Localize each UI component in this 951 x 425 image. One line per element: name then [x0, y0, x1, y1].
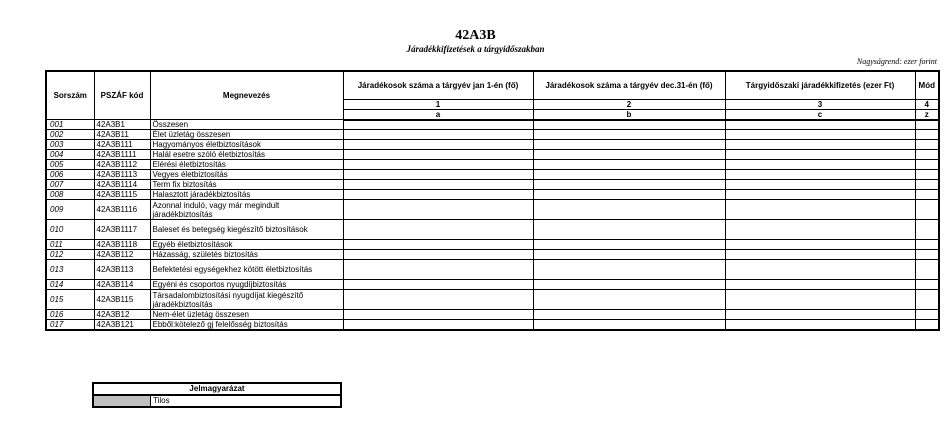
row-sorszam: 003: [46, 140, 94, 150]
row-cell-col4[interactable]: [915, 180, 939, 190]
header-col1: Járadékosok száma a tárgyév jan 1-én (fő): [343, 71, 533, 99]
row-cell-col2[interactable]: [533, 280, 725, 290]
table-row: [46, 320, 939, 331]
row-cell-col4[interactable]: [915, 220, 939, 240]
col-number-4: 4: [915, 99, 939, 109]
row-cell-col2[interactable]: [533, 250, 725, 260]
row-cell-col3[interactable]: [725, 120, 915, 130]
table-row: [46, 310, 939, 320]
row-name: Ebből:kötelező gj felelősség biztosítás: [150, 320, 343, 331]
report-subtitle: Járadékkifizetések a tárgyidőszakban: [406, 44, 545, 54]
legend-label-forbidden: Tilos: [151, 395, 342, 407]
header-megnevezes: Megnevezés: [150, 71, 343, 120]
row-pszaf-code: 42A3B1114: [94, 180, 150, 190]
row-cell-col2[interactable]: [533, 190, 725, 200]
row-pszaf-code: 42A3B115: [94, 290, 150, 310]
row-pszaf-code: 42A3B1113: [94, 170, 150, 180]
row-sorszam: 012: [46, 250, 94, 260]
row-name: Vegyes életbiztosítás: [150, 170, 343, 180]
row-pszaf-code: 42A3B1111: [94, 150, 150, 160]
row-name: Egyéni és csoportos nyugdíjbiztosítás: [150, 280, 343, 290]
row-name: Befektetési egységekhez kötött életbiztosítás: [150, 260, 343, 280]
header-col3: Tárgyidőszaki járadékkifizetés (ezer Ft): [725, 71, 915, 99]
col-letter-b: b: [533, 109, 725, 120]
row-name: Halasztott járadékbiztosítás: [150, 190, 343, 200]
row-pszaf-code: 42A3B1: [94, 120, 150, 130]
row-name: Élet üzletág összesen: [150, 130, 343, 140]
row-name: Egyéb életbiztosítások: [150, 240, 343, 250]
row-pszaf-code: 42A3B1117: [94, 220, 150, 240]
row-sorszam: 014: [46, 280, 94, 290]
row-cell-col4[interactable]: [915, 260, 939, 280]
row-sorszam: 007: [46, 180, 94, 190]
row-cell-col3[interactable]: [725, 240, 915, 250]
row-name: Házasság, születés biztosítás: [150, 250, 343, 260]
col-number-3: 3: [725, 99, 915, 109]
row-sorszam: 008: [46, 190, 94, 200]
row-cell-col3[interactable]: [725, 160, 915, 170]
row-name: Társadalombiztosítási nyugdíjat kiegészítő járadékbiztosítás: [150, 290, 343, 310]
header-col2: Járadékosok száma a tárgyév dec.31-én (fő): [533, 71, 725, 99]
row-pszaf-code: 42A3B114: [94, 280, 150, 290]
row-cell-col2[interactable]: [533, 220, 725, 240]
row-cell-col4[interactable]: [915, 250, 939, 260]
row-sorszam: 011: [46, 240, 94, 250]
row-cell-col2[interactable]: [533, 310, 725, 320]
row-cell-col3[interactable]: [725, 130, 915, 140]
row-cell-col2[interactable]: [533, 320, 725, 331]
row-name: Nem-élet üzletág összesen: [150, 310, 343, 320]
row-cell-col3[interactable]: [725, 180, 915, 190]
row-cell-col2[interactable]: [533, 200, 725, 220]
row-cell-col1[interactable]: [343, 190, 533, 200]
row-cell-col4[interactable]: [915, 200, 939, 220]
row-sorszam: 005: [46, 160, 94, 170]
row-cell-col1[interactable]: [343, 170, 533, 180]
row-cell-col3[interactable]: [725, 290, 915, 310]
table-row: [46, 250, 939, 260]
row-cell-col3[interactable]: [725, 190, 915, 200]
row-cell-col2[interactable]: [533, 150, 725, 160]
col-letter-c: c: [725, 109, 915, 120]
row-cell-col3[interactable]: [725, 170, 915, 180]
table-row: [46, 280, 939, 290]
row-pszaf-code: 42A3B1116: [94, 200, 150, 220]
row-name: Hagyományos életbiztosítások: [150, 140, 343, 150]
row-cell-col2[interactable]: [533, 140, 725, 150]
row-cell-col2[interactable]: [533, 240, 725, 250]
row-name: Elérési életbiztosítás: [150, 160, 343, 170]
row-cell-col4[interactable]: [915, 170, 939, 180]
table-row: [46, 190, 939, 200]
row-pszaf-code: 42A3B11: [94, 130, 150, 140]
row-cell-col1[interactable]: [343, 160, 533, 170]
row-cell-col3[interactable]: [725, 280, 915, 290]
row-pszaf-code: 42A3B121: [94, 320, 150, 331]
header-sorszam: Sorszám: [46, 71, 94, 120]
row-cell-col1[interactable]: [343, 180, 533, 190]
header-col4: Mód: [915, 71, 939, 99]
row-cell-col1[interactable]: [343, 120, 533, 130]
row-name: Összesen: [150, 120, 343, 130]
table-row: [46, 240, 939, 250]
row-pszaf-code: 42A3B12: [94, 310, 150, 320]
row-sorszam: 009: [46, 200, 94, 220]
table-row: [46, 160, 939, 170]
row-cell-col4[interactable]: [915, 160, 939, 170]
row-cell-col2[interactable]: [533, 180, 725, 190]
table-row: [46, 180, 939, 190]
row-pszaf-code: 42A3B1118: [94, 240, 150, 250]
col-letter-z: z: [915, 109, 939, 120]
row-cell-col1[interactable]: [343, 290, 533, 310]
row-cell-col1[interactable]: [343, 320, 533, 331]
row-cell-col4[interactable]: [915, 140, 939, 150]
row-cell-col1[interactable]: [343, 220, 533, 240]
col-number-2: 2: [533, 99, 725, 109]
row-cell-col3[interactable]: [725, 220, 915, 240]
row-sorszam: 016: [46, 310, 94, 320]
legend-title: Jelmagyarázat: [93, 383, 341, 395]
table-body: [46, 120, 939, 331]
row-cell-col1[interactable]: [343, 150, 533, 160]
row-sorszam: 001: [46, 120, 94, 130]
row-cell-col4[interactable]: [915, 320, 939, 331]
col-number-1: 1: [343, 99, 533, 109]
table-row: [46, 140, 939, 150]
row-name: Azonnal induló, vagy már megindult járadékbiztosítás: [150, 200, 343, 220]
table-row: [46, 130, 939, 140]
row-sorszam: 006: [46, 170, 94, 180]
table-row: [46, 260, 939, 280]
row-cell-col1[interactable]: [343, 310, 533, 320]
row-name: Halál esetre szóló életbiztosítás: [150, 150, 343, 160]
row-sorszam: 015: [46, 290, 94, 310]
row-cell-col1[interactable]: [343, 280, 533, 290]
row-cell-col4[interactable]: [915, 190, 939, 200]
row-pszaf-code: 42A3B1115: [94, 190, 150, 200]
row-sorszam: 010: [46, 220, 94, 240]
row-pszaf-code: 42A3B111: [94, 140, 150, 150]
header-pszaf-kod: PSZÁF kód: [94, 71, 150, 120]
legend-table: [92, 382, 342, 408]
row-cell-col3[interactable]: [725, 250, 915, 260]
row-cell-col4[interactable]: [915, 130, 939, 140]
row-cell-col4[interactable]: [915, 290, 939, 310]
row-cell-col2[interactable]: [533, 290, 725, 310]
table-row: [46, 220, 939, 240]
row-pszaf-code: 42A3B113: [94, 260, 150, 280]
row-cell-col2[interactable]: [533, 160, 725, 170]
row-name: Baleset és betegség kiegészítő biztosítások: [150, 220, 343, 240]
table-row: [46, 120, 939, 130]
unit-note: Nagyságrend: ezer forint: [856, 57, 937, 66]
row-cell-col3[interactable]: [725, 200, 915, 220]
table-row: [46, 290, 939, 310]
row-cell-col1[interactable]: [343, 140, 533, 150]
col-letter-a: a: [343, 109, 533, 120]
row-pszaf-code: 42A3B1112: [94, 160, 150, 170]
table-row: [46, 170, 939, 180]
row-sorszam: 004: [46, 150, 94, 160]
row-cell-col3[interactable]: [725, 150, 915, 160]
row-sorszam: 017: [46, 320, 94, 331]
row-cell-col1[interactable]: [343, 260, 533, 280]
row-cell-col2[interactable]: [533, 170, 725, 180]
table-row: [46, 200, 939, 220]
row-cell-col2[interactable]: [533, 260, 725, 280]
row-cell-col3[interactable]: [725, 320, 915, 331]
row-sorszam: 002: [46, 130, 94, 140]
legend-swatch-forbidden: [93, 395, 151, 407]
row-cell-col4[interactable]: [915, 310, 939, 320]
table-row: [46, 150, 939, 160]
row-cell-col4[interactable]: [915, 280, 939, 290]
row-cell-col1[interactable]: [343, 200, 533, 220]
row-cell-col1[interactable]: [343, 250, 533, 260]
row-cell-col3[interactable]: [725, 140, 915, 150]
row-cell-col2[interactable]: [533, 120, 725, 130]
row-cell-col3[interactable]: [725, 310, 915, 320]
report-code-title: 42A3B: [455, 28, 496, 43]
row-sorszam: 013: [46, 260, 94, 280]
row-cell-col4[interactable]: [915, 240, 939, 250]
row-name: Term fix biztosítás: [150, 180, 343, 190]
row-cell-col2[interactable]: [533, 130, 725, 140]
row-cell-col4[interactable]: [915, 150, 939, 160]
row-pszaf-code: 42A3B112: [94, 250, 150, 260]
row-cell-col1[interactable]: [343, 240, 533, 250]
row-cell-col1[interactable]: [343, 130, 533, 140]
row-cell-col3[interactable]: [725, 260, 915, 280]
report-table: [45, 70, 940, 331]
row-cell-col4[interactable]: [915, 120, 939, 130]
